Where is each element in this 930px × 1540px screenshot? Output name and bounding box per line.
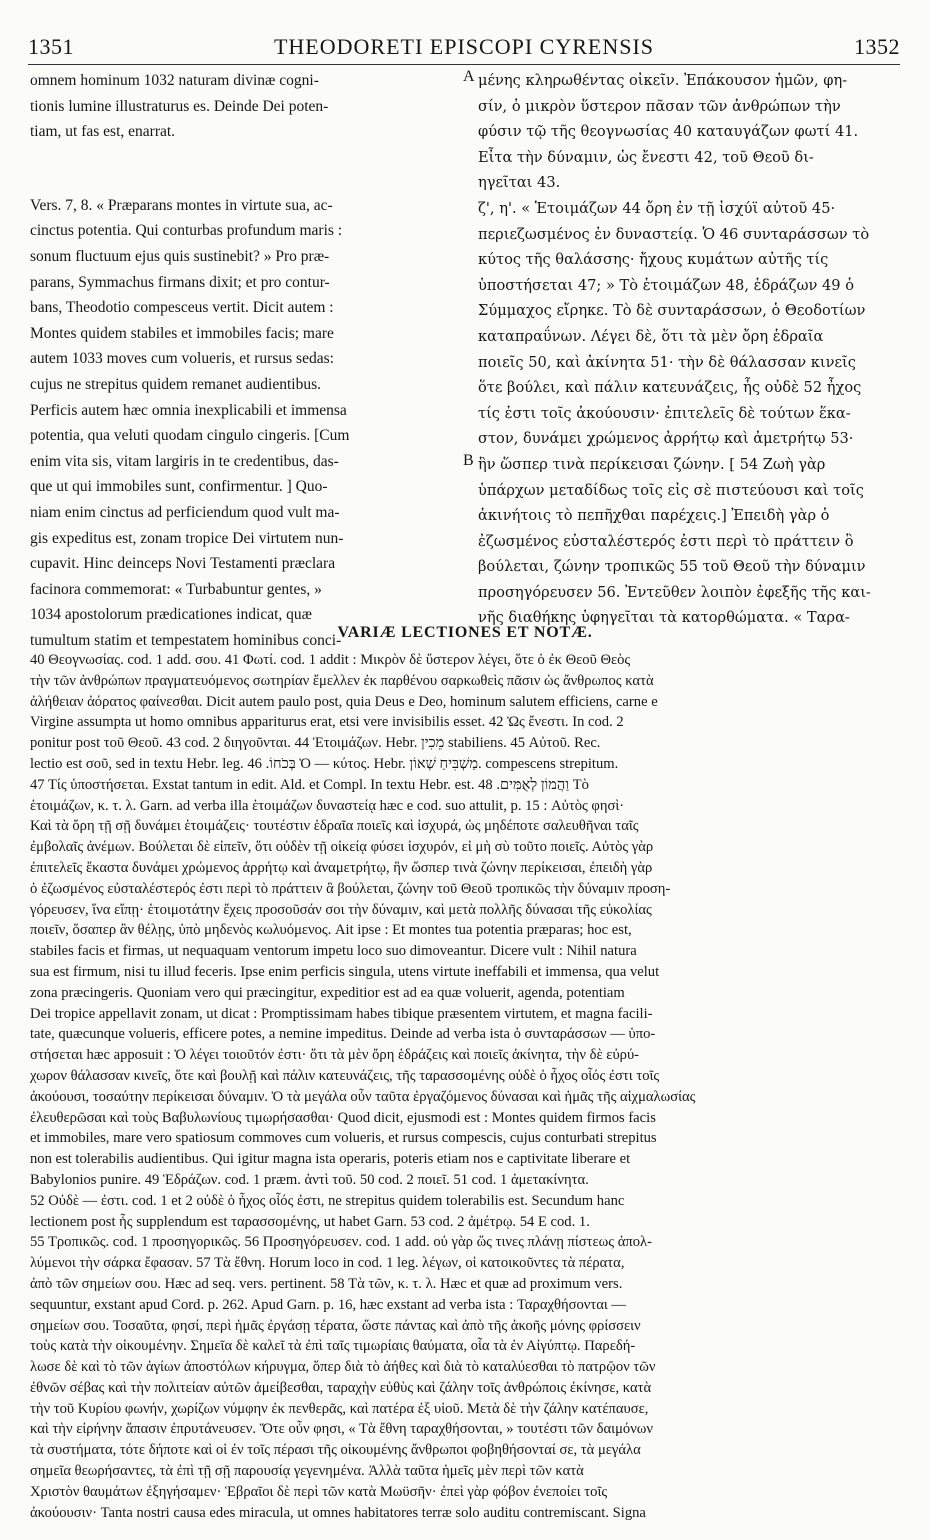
variant-notes <box>30 650 902 1523</box>
note-line: 47 Τίς ὑποστήσεται. Exstat tantum in edit. Ald. et Compl. In textu Hebr. est. וַהֲמוֹן לְאֻמִּים. 48 Τὸ <box>30 776 589 793</box>
text-line: sonum fluctuum ejus quis sustinebit? » Pro præ- <box>30 247 330 265</box>
text-line: tiam, ut fas est, enarrat. <box>30 123 176 141</box>
note-line: lectionem post ἧς supplendum est ταρασσομένης, ut habet Garn. 53 cod. 2 ἀμέτρῳ. 54 E cod. 1. <box>30 1213 590 1230</box>
running-head <box>28 34 900 64</box>
text-line: cujus ne strepitus quidem remanet audientibus. <box>30 375 321 393</box>
note-line: λωσε δὲ καὶ τὸ τῶν ἁγίων ἀποστόλων κήρυγμα, ὅπερ διὰ τὸ ἀήθες καὶ διὰ τὸ καταλύεσθαι τὸ πατρῷον τῶν <box>30 1359 656 1376</box>
text-line: facinora commemorat: « Turbabuntur gentes, » <box>30 580 322 598</box>
variants-heading: VARIÆ LECTIONES ET NOTÆ. <box>337 624 593 641</box>
text-line: Montes quidem stabiles et immobiles facis; mare <box>30 324 334 342</box>
margin-letter-a: A <box>463 68 475 85</box>
text-line: cupavit. Hinc deinceps Novi Testamenti præclara <box>30 555 336 573</box>
text-line: μένης κληρωθέντας οἰκεῖν. Ἐπάκουσον ἡμῶν, φη- <box>478 72 848 89</box>
note-line: Dei tropice appellavit zonam, ut dicat : Promptissimam habes tibique præsentem virtutem, et magna facili- <box>30 1005 653 1022</box>
text-line: τίς ἐστι τοῖς ἀκούουσιν· ἐπιτελεῖς δὲ τούτων ἕκα- <box>478 404 851 422</box>
note-line: ἀκούουσιν· Tanta nostri causa edes miracula, ut omnes habitatores terræ solo auditu contremiscant. Signa <box>30 1504 646 1521</box>
note-line: στήσεται hæc apposuit : Ὁ λέγει τοιοῦτόν ἐστι· ὅτι τὰ μὲν ὄρη ἑδράζεις καὶ ποιεῖς ἀκίνητα, τὴν δὲ εὐρύ- <box>30 1047 640 1064</box>
note-line: τοὺς κατὰ τὴν οἰκουμένην. Σημεῖα δὲ καλεῖ τὰ ἐπὶ ταῖς τιμωρίαις θαύματα, οἷα τὰ ἐν Αἰγύπτῳ. Παρεδή- <box>30 1338 636 1355</box>
text-line: tionis lumine illustraturus es. Deinde Dei poten- <box>30 97 329 115</box>
note-line: 40 Θεογνωσίας. cod. 1 add. σου. 41 Φωτί. cod. 1 addit : Μικρὸν δὲ ὕστερον λέγει, ὅτε ὁ ἐκ Θεοῦ Θεὸς <box>30 652 631 668</box>
text-line: ὑπάρχων μεταδίδως τοῖς εἰς σὲ πιστεύουσι καὶ τοῖς <box>478 481 864 499</box>
text-line: φύσιν τῷ τῆς θεογνωσίας 40 καταυγάζων φωτί 41. <box>478 123 859 141</box>
margin-letter-b: B <box>463 452 474 469</box>
text-line: cinctus potentia. Qui conturbas profundum maris : <box>30 222 343 240</box>
note-line: zona præcingeris. Quoniam vero qui præcingitur, expeditior est ad ea quæ voluerit, agenda, potentiam <box>30 984 625 1001</box>
text-line: ἀκινήτοις τὸ πεπῆχθαι παρέχεις.] Ἐπειδὴ γὰρ ὁ <box>478 507 830 525</box>
note-line: τὴν τοῦ Κυρίου φωνήν, χωρίζων νύμφην ἐκ πενθερᾶς, καὶ πατέρα ἐξ υἱοῦ. Μετὰ δὲ τὴν ζάλην κατέπαυσε, <box>30 1400 649 1417</box>
note-line: Babylonios punire. 49 Ἑδράζων. cod. 1 præm. ἀντὶ τοῦ. 50 cod. 2 ποιεῖ. 51 cod. 1 ἀμετακίνητα. <box>30 1171 589 1188</box>
note-line: lectio est σοῦ, sed in textu Hebr. leg. בְּכֹחוֹ. 46 Ὁ — κύτος. Hebr. מַשְׁבִּיחַ שְׁאוֹן. compescens strepitum. <box>30 755 619 772</box>
text-line: que ut qui immobiles sunt, confirmentur. ] Quo- <box>30 478 328 496</box>
note-line: Χριστὸν θαυμάτων ἐξηγήσαμεν· Ἑβραῖοι δὲ περὶ τῶν κατὰ Μωϋσῆν· ἐπεὶ γὰρ φόβον ἐνεποίει τοῖς <box>30 1483 608 1500</box>
text-line: ἐζωσμένος εὐσταλέστερός ἐστι περὶ τὸ πράττειν ὃ <box>478 532 854 550</box>
greek-column <box>478 68 898 631</box>
note-line: ἀπὸ τῶν σημείων σου. Hæc ad seq. vers. pertinent. 58 Τὰ τῶν, κ. τ. λ. Hæc et quæ ad proximum vers. <box>30 1275 623 1292</box>
text-line: autem 1033 moves cum volueris, et rursus sedas: <box>30 350 334 368</box>
text-line: ζ', η'. « Ἑτοιμάζων 44 ὄρη ἐν τῇ ἰσχύϊ αὐτοῦ 45· <box>478 199 836 217</box>
text-line: κύτος τῆς θαλάσσης· ἤχους κυμάτων αὐτῆς τίς <box>478 251 829 269</box>
text-line: omnem hominum 1032 naturam divinæ cogni- <box>30 72 319 89</box>
text-line: ὑποστήσεται 47; » Τὸ ἑτοιμάζων 48, ἑδράζων 49 ὁ <box>478 276 854 294</box>
text-line: ἣν ὥσπερ τινὰ περίκεισαι ζώνην. [ 54 Ζωὴ γὰρ <box>478 455 826 473</box>
text-line: Σύμμαχος εἴρηκε. Τὸ δὲ συνταράσσων, ὁ Θεοδοτίων <box>478 302 866 320</box>
text-line: καταπραΰνων. Λέγει δὲ, ὅτι τὰ μὲν ὄρη ἑδραῖα <box>478 327 824 345</box>
note-line: τὰ συστήματα, τότε δήποτε καὶ οἱ ἐν τοῖς πέρασι τῆς οἰκουμένης ἄνθρωποι φοβηθήσονταί σε, τὰ μεγάλα <box>30 1442 641 1459</box>
text-line: Εἶτα τὴν δύναμιν, ὡς ἔνεστι 42, τοῦ Θεοῦ δι- <box>478 148 814 166</box>
text-line: νῆς διαθήκης ὑφηγεῖται τὰ κατορθώματα. « Ταρα- <box>478 609 850 627</box>
text-line: gis expeditus est, zonam tropice Dei virtutem nun- <box>30 529 344 547</box>
note-line: σημεῖα θεωρήσαντες, τὰ ἐπὶ τῇ σῇ παρουσίᾳ γεγενημένα. Ἀλλὰ ταῦτα ἡμεῖς μὲν περὶ τῶν κατὰ <box>30 1463 584 1480</box>
text-line: περιεζωσμένος ἐν δυναστείᾳ. Ὁ 46 συνταράσσων τὸ <box>478 225 870 243</box>
text-line: Vers. 7, 8. « Præparans montes in virtute sua, ac- <box>30 196 333 214</box>
note-line: 55 Τροπικῶς. cod. 1 προσηγορικῶς. 56 Προσηγόρευσεν. cod. 1 add. οὐ γὰρ ὥς τινες πλάνῃ πίστεως ἀπολ- <box>30 1234 652 1251</box>
text-line: 1034 apostolorum prædicationes indicat, quæ <box>30 606 312 624</box>
note-line: λύμενοι τὴν σάρκα ἔφασαν. 57 Τὰ ἔθνη. Horum loco in cod. 1 leg. λέγων, οἱ κατοικοῦντες τὰ πέρατα, <box>30 1255 625 1272</box>
note-line: ἐπιτελεῖς ἕκαστα δυνάμει χρώμενος ἀρρήτῳ καὶ ἀναμετρήτῳ, ἣν ὥσπερ τινὰ ζώνην περίκεισαι, ἐπειδὴ γὰρ <box>30 859 653 876</box>
note-line: ποιεῖν, ὅσαπερ ἂν θέλῃς, ὑπὸ μηδενὸς κωλυόμενος. Ait ipse : Et montes tua potentia præparas; hoc est, <box>30 922 632 939</box>
spacer <box>30 145 460 193</box>
page-number-right: 1352 <box>854 34 900 59</box>
note-line: 52 Οὐδὲ — ἐστι. cod. 1 et 2 οὐδὲ ὁ ἦχος οἷός ἐστι, ne strepitus quidem tolerabilis est. Secundum hanc <box>30 1192 625 1209</box>
note-line: ἀκούουσι, τοσαύτην περίκεισαι δύναμιν. Ὁ τὰ μεγάλα οὖν ταῦτα ἐργαζόμενος δύνασαι καὶ ἡμᾶς τῆς αἰχμαλωσίας <box>30 1088 696 1105</box>
note-line: Καὶ τὰ ὄρη τῇ σῇ δυνάμει ἑτοιμάζεις· τουτέστιν ἑδραῖα ποιεῖς καὶ ἰσχυρά, ὡς μηδέποτε σαλευθῆναι ταῖς <box>30 818 639 835</box>
note-line: τὴν τῶν ἀνθρώπων πραγματευόμενος σωτηρίαν ἔμελλεν ἐκ παρθένου σαρκωθεὶς πᾶσιν ὡς ἄνθρωπος κατὰ <box>30 672 654 689</box>
note-line: γόρευσεν, ἵνα εἴπῃ· ἑτοιμοτάτην ἔχεις προσοῦσάν σοι τὴν δύναμιν, καὶ μετὰ πολλῆς δύνασαι τῆς εὐκολίας <box>30 901 652 918</box>
text-line: bans, Theodotio compesceus vertit. Dicit autem : <box>30 299 334 317</box>
text-line: niam enim cinctus ad perficiendum quod vult ma- <box>30 503 340 521</box>
note-line: ponitur post τοῦ Θεοῦ. 43 cod. 2 διηγοῦνται. 44 Ἑτοιμάζων. Hebr. מֵכִין stabiliens. 45 Αὐτοῦ. Rec. <box>30 735 601 752</box>
note-line: χωρον θάλασσαν κινεῖς, ὅτε καὶ βουλῇ καὶ πάλιν κατευνάζεις, τῆς ταρασσομένης οὐδὲ ὁ ἦχος οἷός ἐστι τοῖς <box>30 1067 660 1084</box>
note-line: stabiles facis et firmas, ut nequaquam ventorum impetu loco suo dimoveantur. Dicere vult : Nihil natura <box>30 943 637 960</box>
text-line: enim vita sis, vitam largiris in te credentibus, das- <box>30 452 339 470</box>
note-line: ὁ ἐζωσμένος εὐσταλέστερός ἐστι περὶ τὸ πράττειν ἃ βούλεται, ζώνην τοῦ Θεοῦ τροπικῶς τὴν δύναμιν προση- <box>30 880 671 897</box>
running-title: THEODORETI EPISCOPI CYRENSIS <box>273 34 655 59</box>
text-line: Perficis autem hæc omnia inexplicabili et immensa <box>30 401 347 419</box>
text-line: βούλεται, ζώνην τροπικῶς 55 τοῦ Θεοῦ τὴν δύναμιν <box>478 558 866 576</box>
text-line: στον, δυνάμει χρώμενος ἀρρήτῳ καὶ ἀμετρήτῳ 53· <box>478 430 854 448</box>
note-line: Virgine assumpta ut homo omnibus appariturus erat, etsi vere invisibilis esset. 42 Ὡς ἔνεστι. In cod. 2 <box>30 714 624 731</box>
text-line: parans, Symmachus firmans dixit; et pro contur- <box>30 273 330 291</box>
text-line: tumultum statim et tempestatem hominibus conci- <box>30 631 342 649</box>
note-line: sequuntur, exstant apud Cord. p. 262. Apud Garn. p. 16, hæc exstant ad verba ista : Ταραχθήσονται — <box>30 1296 627 1313</box>
note-line: et immobiles, mare vero spatiosum commoves cum volueris, et rursus compescis, cujus conturbati strepitus <box>30 1130 657 1147</box>
note-line: ἀλήθειαν ἀόρατος φαίνεσθαι. Dicit autem paulo post, quia Deus e Deo, hominum salutem efficiens, carne e <box>30 693 658 710</box>
note-line: non est tolerabilis audientibus. Qui igitur magna ista operaris, poteris etiam nos e captivitate liberare et <box>30 1151 631 1168</box>
note-line: ἐμβολαῖς ἀνέμων. Βούλεται δὲ εἰπεῖν, ὅτι οὐδὲν τῇ οἰκείᾳ φύσει ἰσχυρόν, εἰ μὴ σὺ τοῦτο ποιεῖς. Αὐτὸς γὰρ <box>30 839 654 856</box>
note-line: ἐθνῶν σέβας καὶ τὴν πολιτείαν αὐτῶν ἀμείβεσθαι, ταραχὴν εὐθὺς καὶ ζάλην τοῖς ἀνθρώποις ἐκίνησε, κατὰ <box>30 1379 652 1396</box>
note-line: ἐλευθερῶσαι καὶ τοὺς Βαβυλωνίους τιμωρήσασθαι· Quod dicit, ejusmodi est : Montes quidem firmos facis <box>30 1109 656 1126</box>
text-line: ποιεῖς 50, καὶ ἀκίνητα 51· τὴν δὲ θάλασσαν κινεῖς <box>478 353 856 371</box>
header-rule <box>28 64 900 65</box>
text-line: ὅτε βούλει, καὶ πάλιν κατευνάζεις, ἧς οὐδὲ 52 ἦχος <box>478 379 862 397</box>
latin-column <box>30 68 460 653</box>
text-line: potentia, qua veluti quodam cingulo cingeris. [Cum <box>30 427 350 445</box>
text-line: σίν, ὁ μικρὸν ὕστερον πᾶσαν τῶν ἀνθρώπων τὴν <box>478 97 841 115</box>
text-line: προσηγόρευσεν 56. Ἐντεῦθεν λοιπὸν ἐφεξῆς τῆς και- <box>478 583 871 601</box>
note-line: σημείων σου. Τοσαῦτα, φησί, περὶ ἡμᾶς ἐργάσῃ τέρατα, ὥστε πάντας καὶ ἀπὸ τῆς ἀκοῆς μόνης φρίσσειν <box>30 1317 641 1334</box>
page-number-left: 1351 <box>28 34 74 59</box>
note-line: sua est firmum, nisi tu illud feceris. Ipse enim perficis singula, utens virtute ineffabili et immensa, qua velut <box>30 963 660 980</box>
note-line: ἑτοιμάζων, κ. τ. λ. Garn. ad verba illa ἑτοιμάζων δυναστείᾳ hæc e cod. suo attulit, p. 15 : Αὐτὸς φησὶ· <box>30 797 625 814</box>
note-line: καὶ τὴν εἰρήνην ἅπασιν ἐπρυτάνευσεν. Ὅτε οὖν φησι, « Τὰ ἔθνη ταραχθήσονται, » τουτέστι τῶν δαιμόνων <box>30 1421 654 1438</box>
text-line: ηγεῖται 43. <box>478 174 561 192</box>
note-line: tate, quæcunque volueris, efficere potes, a nemine impeditus. Deinde ad verba ista ὁ συνταράσσων — ὑπο- <box>30 1026 656 1043</box>
